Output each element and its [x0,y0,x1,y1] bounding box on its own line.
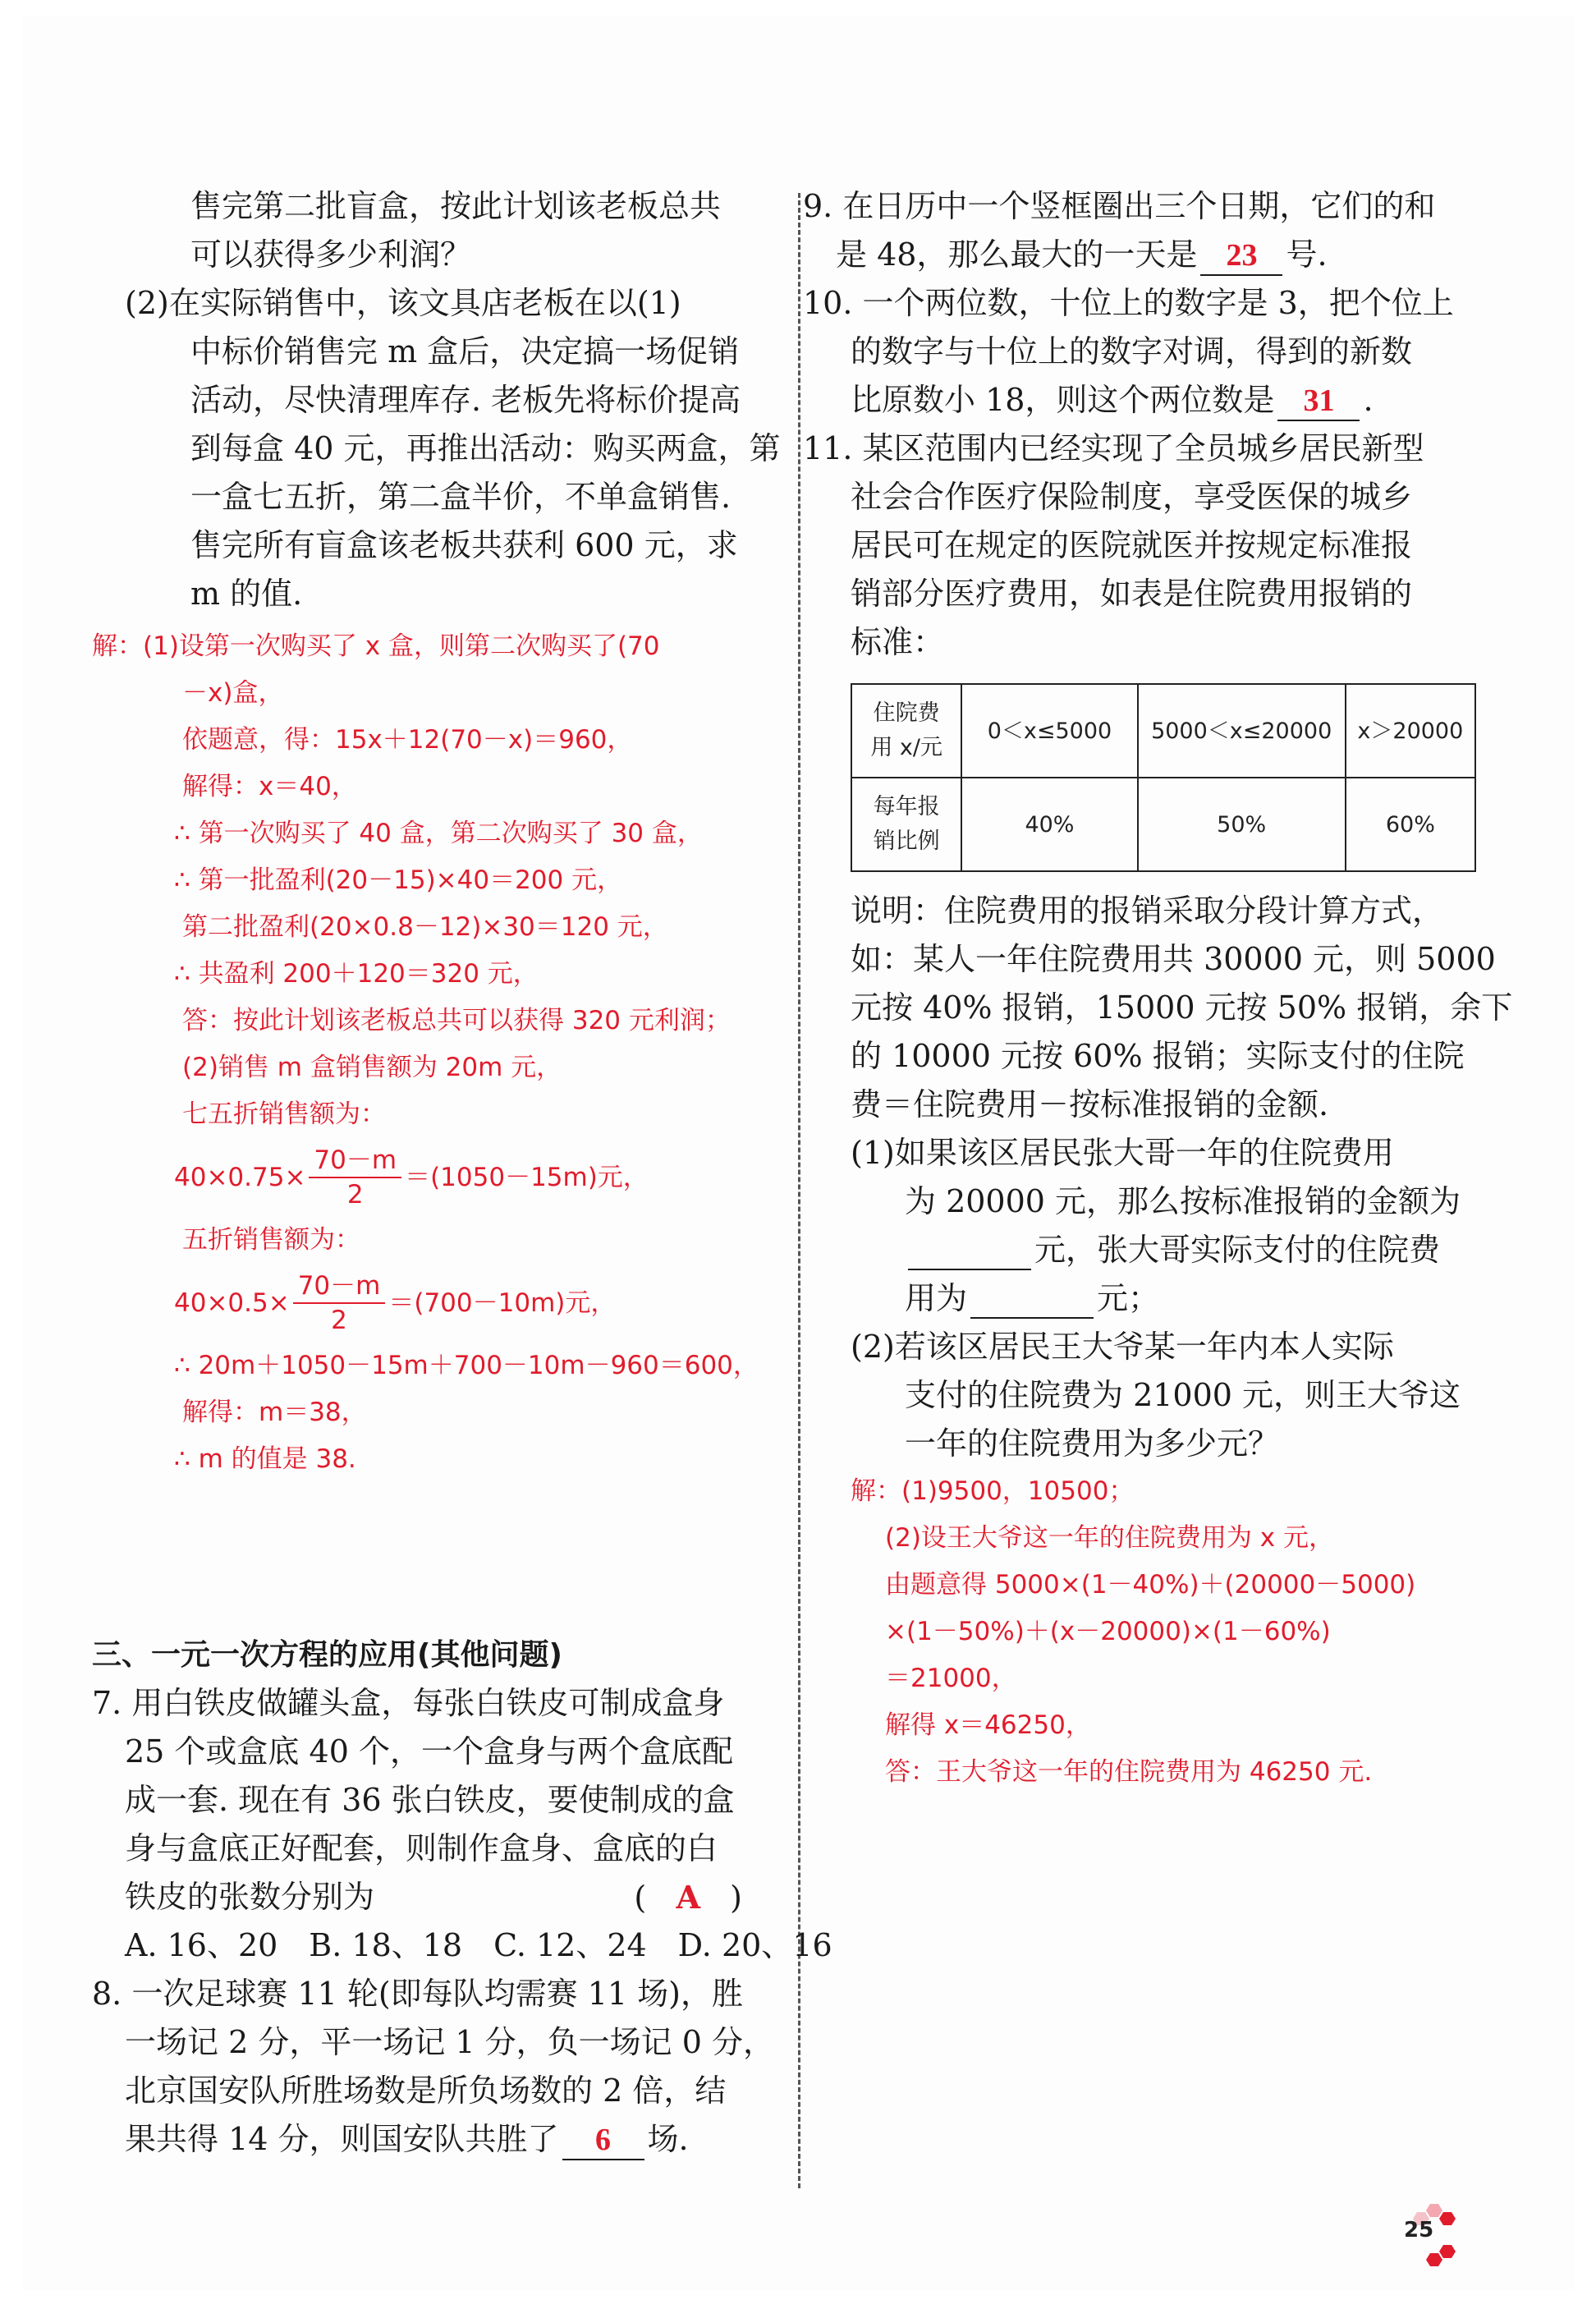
cell-text: 销比例 [873,829,940,854]
q6-text-line: 可以获得多少利润？ [190,236,472,273]
q7-line [92,1873,757,1921]
q6-part2-line: 售完所有盲盒该老板共获利 600 元，求 [190,527,738,563]
q9-text: 号. [1286,236,1328,273]
note-line: 如：某人一年住院费用共 30000 元，则 5000 [851,941,1496,977]
q11-part2-line: 支付的住院费为 21000 元，则王大爷这 [905,1377,1461,1413]
solution-line: (2)销售 m 盒销售额为 20m 元， [182,1053,562,1082]
solution-line: 解得：m＝38， [182,1398,367,1427]
right-column [803,182,1513,1796]
q9-line [803,231,1476,279]
q11-part1-line [803,1226,1476,1274]
q7-answer: A [676,1879,700,1916]
table-header-cell [851,684,961,778]
solution-equation [92,1138,757,1217]
table-row [851,684,1475,778]
q10-text: . [1363,382,1374,418]
table-cell: 5000＜x≤20000 [1138,684,1346,778]
q7-line: 25 个或盒底 40 个，一个盒身与两个盒底配 [125,1733,733,1770]
note-line: 费＝住院费用－按标准报销的金额. [851,1086,1329,1122]
q11-part2-line: 一年的住院费用为多少元？ [905,1425,1280,1462]
note-line: 说明：住院费用的报销采取分段计算方式， [851,893,1444,929]
q7-answer-bracket [634,1873,742,1922]
q8-line: 一场记 2 分，平一场记 1 分，负一场记 0 分， [125,2024,775,2060]
q11-solution [803,1468,1476,1796]
q6-part2-line: 活动，尽快清理库存. 老板先将标价提高 [190,382,741,418]
q11-part1-line: (1)如果该区居民张大哥一年的住院费用 [851,1135,1394,1171]
solution-line: 解得 x＝46250， [885,1710,1091,1740]
solution-line: ∴ 共盈利 200＋120＝320 元， [174,959,539,989]
solution-line: 答：王大爷这一年的住院费用为 46250 元. [885,1757,1373,1787]
solution-line: ＝21000， [885,1664,1017,1693]
q8-answer-blank: 6 [562,2121,644,2160]
q11-blank-1 [908,1231,1031,1270]
q7-line: 成一套. 现在有 36 张白铁皮，要使制成的盒 [125,1782,735,1818]
q11-line: 居民可在规定的医院就医并按规定标准报 [851,527,1413,563]
q11-part2-line: (2)若该区居民王大爷某一年内本人实际 [851,1329,1394,1365]
fraction [293,1269,386,1337]
table-cell: 40% [961,778,1137,871]
solution-line: 依题意，得：15x＋12(70－x)＝960， [182,725,633,755]
solution-line: ×(1－50%)＋(x－20000)×(1－60%) [885,1617,1331,1646]
table-cell: 60% [1346,778,1475,871]
q6-part2-line: 到每盒 40 元，再推出活动：购买两盒，第 [190,430,781,466]
q11-line: 标准： [851,624,945,660]
q8-line: 8. 一次足球赛 11 轮(即每队均需赛 11 场)，胜 [92,1976,744,2012]
solution-line: 五折销售额为： [182,1225,360,1255]
solution-line: ∴ 第一次购买了 40 盒，第二次购买了 30 盒， [174,819,703,848]
note-line: 元按 40% 报销，15000 元按 50% 报销，余下 [851,989,1513,1026]
solution-line: ∴ 第一批盈利(20－15)×40＝200 元， [174,865,623,895]
q11-line: 社会合作医疗保险制度，享受医保的城乡 [851,479,1413,515]
reimbursement-table [851,683,1476,872]
solution-line: 由题意得 5000×(1－40%)＋(20000－5000) [885,1570,1416,1600]
solution-line: ∴ m 的值是 38. [174,1444,356,1474]
fraction-numerator: 70－m [293,1269,386,1304]
q9-answer-blank: 23 [1200,236,1282,276]
table-header-cell [851,778,961,871]
q6-solution [92,623,757,1483]
solution-line: －x)盒， [182,678,284,708]
equation-part: ＝(1050－15m)元， [405,1162,649,1192]
table-cell: 50% [1138,778,1346,871]
column-divider [798,193,800,2188]
q11-text: 元； [1097,1280,1160,1316]
q6-text-line: 售完第二批盲盒，按此计划该老板总共 [190,188,722,224]
q11-line: 11. 某区范围内已经实现了全员城乡居民新型 [803,430,1424,466]
q8-line: 北京国安队所胜场数是所负场数的 2 倍，结 [125,2073,727,2109]
q11-blank-2 [970,1279,1094,1319]
q8-text: 果共得 14 分，则国安队共胜了 [125,2121,559,2157]
paren-open: ( [634,1880,647,1916]
q11-text: 元，张大哥实际支付的住院费 [1034,1232,1441,1268]
q11-line: 销部分医疗费用，如表是住院费用报销的 [851,576,1413,612]
equation-part: 40×0.5× [174,1288,290,1318]
table-cell: 0＜x≤5000 [961,684,1137,778]
q10-answer-blank: 31 [1277,382,1360,421]
q8-line [92,2115,757,2164]
q9-text: 是 48，那么最大的一天是 [836,236,1198,273]
equation-part: 40×0.75× [174,1162,306,1192]
q7-line-text: 铁皮的张数分别为 [125,1879,375,1915]
section-title: 三、一元一次方程的应用(其他问题) [92,1638,562,1672]
fraction-denominator: 2 [331,1306,347,1335]
solution-line: 第二批盈利(20×0.8－12)×30＝120 元， [182,912,668,942]
q6-part2-line: (2)在实际销售中，该文具店老板在以(1) [125,285,681,321]
q10-line [803,376,1476,425]
q7-line: 身与盒底正好配套，则制作盒身、盒底的白 [125,1830,718,1866]
solution-line: (2)设王大爷这一年的住院费用为 x 元， [885,1523,1334,1553]
paren-close: ) [730,1880,742,1916]
q10-text: 比原数小 18，则这个两位数是 [851,382,1275,418]
cell-text: 用 x/元 [870,735,942,760]
q11-part1-line [803,1274,1476,1323]
q7-line: 7. 用白铁皮做罐头盒，每张白铁皮可制成盒身 [92,1685,725,1721]
q6-part2-line: m 的值. [190,576,303,612]
solution-line: 答：按此计划该老板总共可以获得 320 元利润； [182,1006,731,1035]
q9-line: 9. 在日历中一个竖框圈出三个日期，它们的和 [803,188,1436,224]
fraction [309,1144,401,1211]
cell-text: 每年报 [873,794,940,819]
q7-options: A. 16、20 B. 18、18 C. 12、24 D. 20、16 [125,1927,832,1963]
solution-line: 解：(1)设第一次购买了 x 盒，则第二次购买了(70 [92,631,660,661]
solution-equation [92,1264,757,1343]
cell-text: 住院费 [873,700,940,726]
q11-part1-line: 为 20000 元，那么按标准报销的金额为 [905,1183,1461,1219]
table-row [851,778,1475,871]
q8-text: 场. [647,2121,689,2157]
fraction-denominator: 2 [346,1180,364,1210]
page-number: 25 [1404,2218,1434,2242]
q11-text: 用为 [905,1280,968,1316]
equation-part: ＝(700－10m)元， [388,1288,617,1318]
left-column [92,182,832,2164]
q10-line: 的数字与十位上的数字对调，得到的新数 [851,333,1413,370]
q6-part2-line: 一盒七五折，第二盒半价，不单盒销售. [190,479,732,515]
q10-line: 10. 一个两位数，十位上的数字是 3，把个位上 [803,285,1454,321]
solution-line: 七五折销售额为： [182,1099,386,1129]
fraction-numerator: 70－m [309,1144,401,1178]
q6-part2-line: 中标价销售完 m 盒后，决定搞一场促销 [190,333,740,370]
note-line: 的 10000 元按 60% 报销；实际支付的住院 [851,1038,1465,1074]
solution-line: 解得：x＝40， [182,772,357,801]
solution-line: 解：(1)9500，10500； [851,1476,1135,1506]
solution-line: ∴ 20m＋1050－15m＋700－10m－960＝600， [174,1351,759,1380]
table-cell: x＞20000 [1346,684,1475,778]
